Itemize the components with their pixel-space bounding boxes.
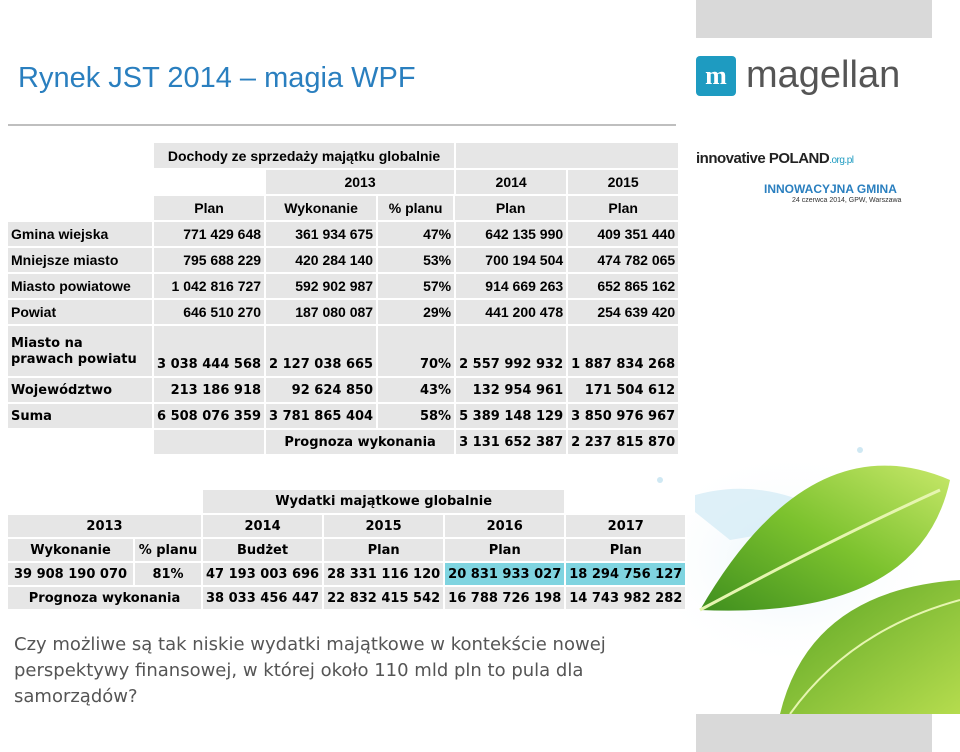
column-header: % planu	[377, 195, 454, 221]
top-decor-bar	[696, 0, 932, 38]
table-row-total	[8, 403, 679, 429]
table-cell: 642 135 990	[455, 221, 567, 247]
year-header: 2014	[455, 169, 567, 195]
table-cell: 2 127 038 665	[265, 325, 377, 377]
table-cell: 47%	[377, 221, 455, 247]
question-text: Czy możliwe są tak niskie wydatki majątkowe w kontekście nowej perspektywy finansowej, w której około 110 mld pln to pula dla samorządów?	[14, 634, 606, 707]
table-cell: 92 624 850	[265, 377, 377, 403]
table-row	[8, 273, 679, 299]
table-cell: 652 865 162	[567, 273, 679, 299]
bottom-decor-bar	[696, 714, 932, 752]
magellan-logo-icon: m	[696, 56, 736, 96]
column-header: Wykonanie	[8, 538, 134, 562]
table-cell: 14 743 982 282	[565, 586, 686, 610]
table-cell: 3 131 652 387	[455, 429, 567, 455]
table-row	[8, 325, 679, 377]
year-header: 2017	[565, 514, 686, 538]
row-label: Województwo	[8, 377, 153, 403]
forecast-label: Prognoza wykonania	[265, 429, 455, 455]
row-label: Powiat	[8, 299, 153, 325]
table-cell: 81%	[134, 562, 202, 586]
table-cell: 213 186 918	[153, 377, 265, 403]
table-row	[8, 377, 679, 403]
revenue-table	[8, 143, 680, 456]
table-cell: 3 781 865 404	[265, 403, 377, 429]
innovation-subtitle: 24 czerwca 2014, GPW, Warszawa	[792, 197, 902, 204]
row-label: Mniejsze miasto	[8, 247, 153, 273]
table-cell: 70%	[377, 325, 455, 377]
year-header: 2013	[8, 514, 202, 538]
magellan-logo	[696, 54, 900, 97]
table-cell: 441 200 478	[455, 299, 567, 325]
expenditure-table-title: Wydatki majątkowe globalnie	[202, 490, 565, 514]
table-cell: 39 908 190 070	[8, 562, 134, 586]
table-cell: 22 832 415 542	[323, 586, 444, 610]
innovation-logo	[696, 150, 926, 208]
table-cell: 171 504 612	[567, 377, 679, 403]
forecast-row	[8, 586, 694, 610]
table-cell: 420 284 140	[265, 247, 377, 273]
table-cell: 474 782 065	[567, 247, 679, 273]
table-cell-highlighted: 20 831 933 027	[444, 562, 565, 586]
table-cell-highlighted: 18 294 756 127	[565, 562, 686, 586]
table-cell: 3 850 976 967	[567, 403, 679, 429]
column-header: Wykonanie	[265, 195, 377, 221]
table-cell: 2 557 992 932	[455, 325, 567, 377]
year-header: 2013	[265, 169, 455, 195]
table-cell: 29%	[377, 299, 455, 325]
row-label: Miasto na prawach powiatu	[8, 325, 153, 377]
column-header: Plan	[323, 538, 444, 562]
revenue-table-title: Dochody ze sprzedaży majątku globalnie	[153, 143, 455, 169]
table-cell: 16 788 726 198	[444, 586, 565, 610]
row-label: Miasto powiatowe	[8, 273, 153, 299]
row-label: Suma	[8, 403, 153, 429]
table-cell: 914 669 263	[455, 273, 567, 299]
innovative-poland-brand: innovative POLAND.org.pl	[696, 150, 854, 167]
innovation-headline: INNOWACYJNA GMINA	[764, 182, 897, 196]
year-header: 2015	[323, 514, 444, 538]
table-row	[8, 221, 679, 247]
table-cell: 592 902 987	[265, 273, 377, 299]
table-cell: 646 510 270	[153, 299, 265, 325]
row-label: Gmina wiejska	[8, 221, 153, 247]
column-header: Plan	[153, 195, 265, 221]
table-cell: 38 033 456 447	[202, 586, 323, 610]
table-cell: 5 389 148 129	[455, 403, 567, 429]
table-row	[8, 562, 694, 586]
table-cell: 700 194 504	[455, 247, 567, 273]
year-header: 2016	[444, 514, 565, 538]
table-cell: 132 954 961	[455, 377, 567, 403]
year-header: 2015	[567, 169, 679, 195]
magellan-logo-text: magellan	[746, 54, 901, 96]
table-cell: 1 887 834 268	[567, 325, 679, 377]
table-cell: 795 688 229	[153, 247, 265, 273]
table-cell: 1 042 816 727	[153, 273, 265, 299]
table-cell: 2 237 815 870	[567, 429, 679, 455]
table-cell: 187 080 087	[265, 299, 377, 325]
year-header: 2014	[202, 514, 323, 538]
table-cell: 3 038 444 568	[153, 325, 265, 377]
column-header: Plan	[567, 195, 679, 221]
forecast-label: Prognoza wykonania	[8, 586, 202, 610]
column-header: Budżet	[202, 538, 323, 562]
table-cell: 409 351 440	[567, 221, 679, 247]
forecast-row	[8, 429, 679, 455]
capital-expenditure-table	[8, 490, 695, 611]
table-row	[8, 247, 679, 273]
table-cell: 47 193 003 696	[202, 562, 323, 586]
column-header: Plan	[455, 195, 567, 221]
column-header: Plan	[565, 538, 686, 562]
column-header: % planu	[134, 538, 202, 562]
table-cell: 6 508 076 359	[153, 403, 265, 429]
column-header: Plan	[444, 538, 565, 562]
table-cell: 771 429 648	[153, 221, 265, 247]
table-cell: 254 639 420	[567, 299, 679, 325]
table-cell: 58%	[377, 403, 455, 429]
slide-title: Rynek JST 2014 – magia WPF	[18, 62, 416, 94]
table-row	[8, 299, 679, 325]
table-cell: 28 331 116 120	[323, 562, 444, 586]
table-cell: 361 934 675	[265, 221, 377, 247]
table-cell: 43%	[377, 377, 455, 403]
title-divider	[8, 124, 676, 126]
table-cell: 57%	[377, 273, 455, 299]
table-cell: 53%	[377, 247, 455, 273]
